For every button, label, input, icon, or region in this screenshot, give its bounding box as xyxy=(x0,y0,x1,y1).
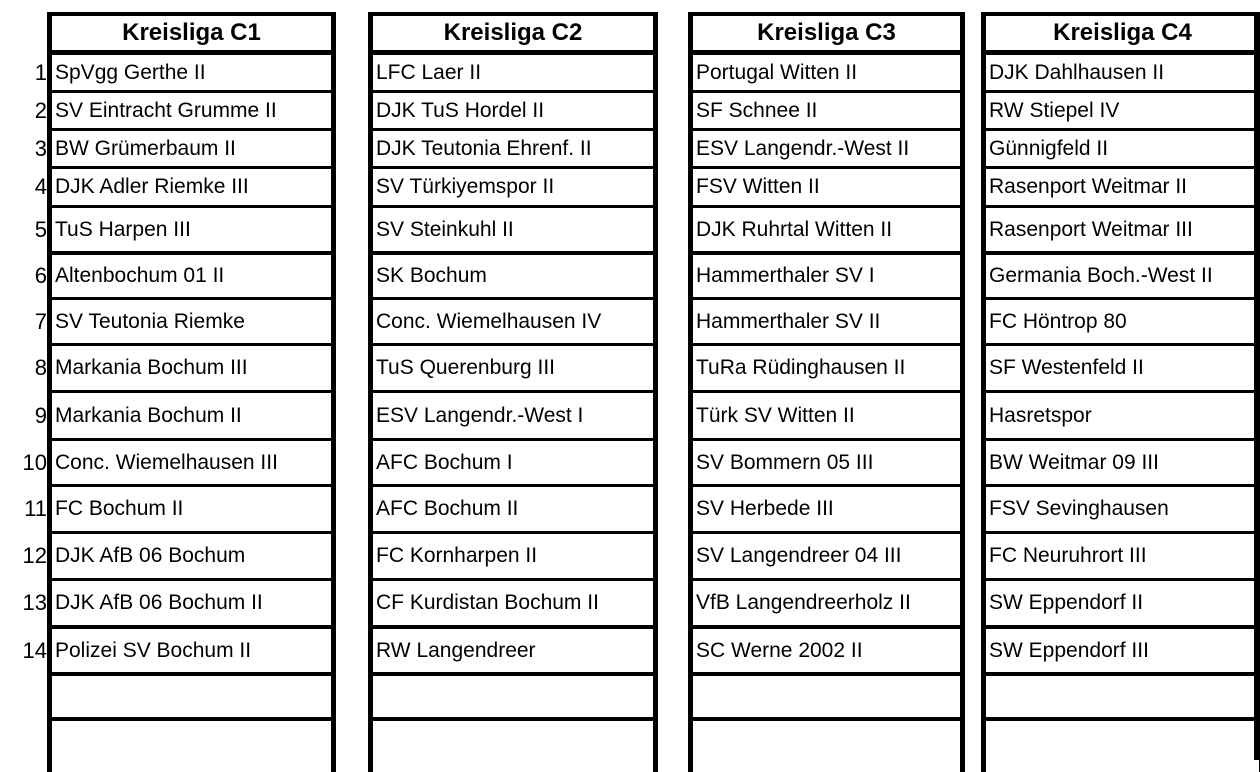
row-number: 14 xyxy=(22,637,47,663)
table-rule xyxy=(52,717,331,721)
team-cell: AFC Bochum I xyxy=(376,451,513,474)
team-cell: TuRa Rüdinghausen II xyxy=(696,356,906,379)
team-cell: RW Langendreer xyxy=(376,639,536,662)
row-number: 1 xyxy=(34,59,47,85)
team-cell: FC Höntrop 80 xyxy=(989,310,1127,333)
team-cell: FC Neuruhrort III xyxy=(989,544,1147,567)
row-number: 12 xyxy=(22,543,47,568)
team-cell: RW Stiepel IV xyxy=(989,99,1120,122)
team-cell: DJK Ruhrtal Witten II xyxy=(696,218,893,241)
row-number: 3 xyxy=(34,135,47,161)
team-cell: DJK TuS Hordel II xyxy=(376,99,545,122)
league-title: Kreisliga C2 xyxy=(443,19,583,46)
team-cell: BW Weitmar 09 III xyxy=(989,451,1159,474)
team-cell: Markania Bochum II xyxy=(55,404,242,427)
table-rule xyxy=(986,717,1259,721)
team-cell: SV Langendreer 04 III xyxy=(696,544,902,567)
row-number: 2 xyxy=(34,97,47,123)
team-cell: CF Kurdistan Bochum II xyxy=(376,591,599,614)
team-cell: SV Steinkuhl II xyxy=(376,218,514,241)
next-column-edge xyxy=(1254,12,1260,760)
team-cell: Polizei SV Bochum II xyxy=(55,639,252,662)
team-cell: SV Teutonia Riemke xyxy=(55,310,245,333)
row-number: 13 xyxy=(22,590,47,615)
team-cell: FC Bochum II xyxy=(55,497,184,520)
team-cell: FSV Witten II xyxy=(696,175,820,198)
team-cell: SF Westenfeld II xyxy=(989,356,1144,379)
row-number: 5 xyxy=(34,216,47,242)
team-cell: SV Herbede III xyxy=(696,497,834,520)
team-cell: Hasretspor xyxy=(989,404,1092,427)
team-cell: SV Türkiyemspor II xyxy=(376,175,555,198)
row-number: 6 xyxy=(34,263,47,288)
team-cell: Türk SV Witten II xyxy=(696,404,855,427)
team-cell: SW Eppendorf III xyxy=(989,639,1149,662)
row-number: 11 xyxy=(24,496,47,521)
team-cell: DJK Dahlhausen II xyxy=(989,61,1165,84)
team-cell: Altenbochum 01 II xyxy=(55,264,225,287)
team-cell xyxy=(55,676,329,717)
row-number: 9 xyxy=(34,402,47,428)
team-cell: Hammerthaler SV I xyxy=(696,264,875,287)
team-cell: DJK AfB 06 Bochum xyxy=(55,544,246,567)
team-cell: SpVgg Gerthe II xyxy=(55,61,206,84)
row-number: 10 xyxy=(22,449,47,475)
league-table-c3 xyxy=(688,12,965,772)
team-cell: Conc. Wiemelhausen IV xyxy=(376,310,602,333)
team-cell: SC Werne 2002 II xyxy=(696,639,863,662)
team-cell: Conc. Wiemelhausen III xyxy=(55,451,278,474)
team-cell: SF Schnee II xyxy=(696,99,818,122)
league-table-c1 xyxy=(47,12,336,772)
team-cell: Rasenport Weitmar III xyxy=(989,218,1193,241)
table-rule xyxy=(693,717,960,721)
team-cell: SV Bommern 05 III xyxy=(696,451,874,474)
team-cell: VfB Langendreerholz II xyxy=(696,591,911,614)
team-cell: SK Bochum xyxy=(376,264,487,287)
row-number: 8 xyxy=(34,355,47,380)
team-cell xyxy=(696,676,958,717)
team-cell: Germania Boch.-West II xyxy=(989,264,1213,287)
team-cell: TuS Querenburg III xyxy=(376,356,555,379)
team-cell: Rasenport Weitmar II xyxy=(989,175,1188,198)
team-cell: BW Grümerbaum II xyxy=(55,137,236,160)
team-cell: LFC Laer II xyxy=(376,61,482,84)
team-cell: DJK Teutonia Ehrenf. II xyxy=(376,137,592,160)
team-cell: SV Eintracht Grumme II xyxy=(55,99,277,122)
team-cell: SW Eppendorf II xyxy=(989,591,1144,614)
league-table-c4 xyxy=(981,12,1260,772)
league-title: Kreisliga C3 xyxy=(757,19,896,46)
team-cell xyxy=(376,676,651,717)
team-cell: ESV Langendr.-West I xyxy=(376,404,584,427)
team-cell: Hammerthaler SV II xyxy=(696,310,881,333)
team-cell: AFC Bochum II xyxy=(376,497,519,520)
team-cell: DJK AfB 06 Bochum II xyxy=(55,591,263,614)
team-cell: Günnigfeld II xyxy=(989,137,1109,160)
team-cell: Portugal Witten II xyxy=(696,61,858,84)
team-cell: ESV Langendr.-West II xyxy=(696,137,910,160)
team-cell: FC Kornharpen II xyxy=(376,544,538,567)
row-number: 4 xyxy=(34,174,47,199)
team-cell xyxy=(989,676,1257,717)
table-rule xyxy=(373,717,653,721)
team-cell: FSV Sevinghausen xyxy=(989,497,1169,520)
league-title: Kreisliga C1 xyxy=(122,19,261,46)
league-title: Kreisliga C4 xyxy=(1053,19,1192,46)
team-cell: TuS Harpen III xyxy=(55,218,191,241)
team-cell: Markania Bochum III xyxy=(55,356,248,379)
team-cell: DJK Adler Riemke III xyxy=(55,175,249,198)
league-table-c2 xyxy=(368,12,658,772)
row-number: 7 xyxy=(34,308,47,334)
